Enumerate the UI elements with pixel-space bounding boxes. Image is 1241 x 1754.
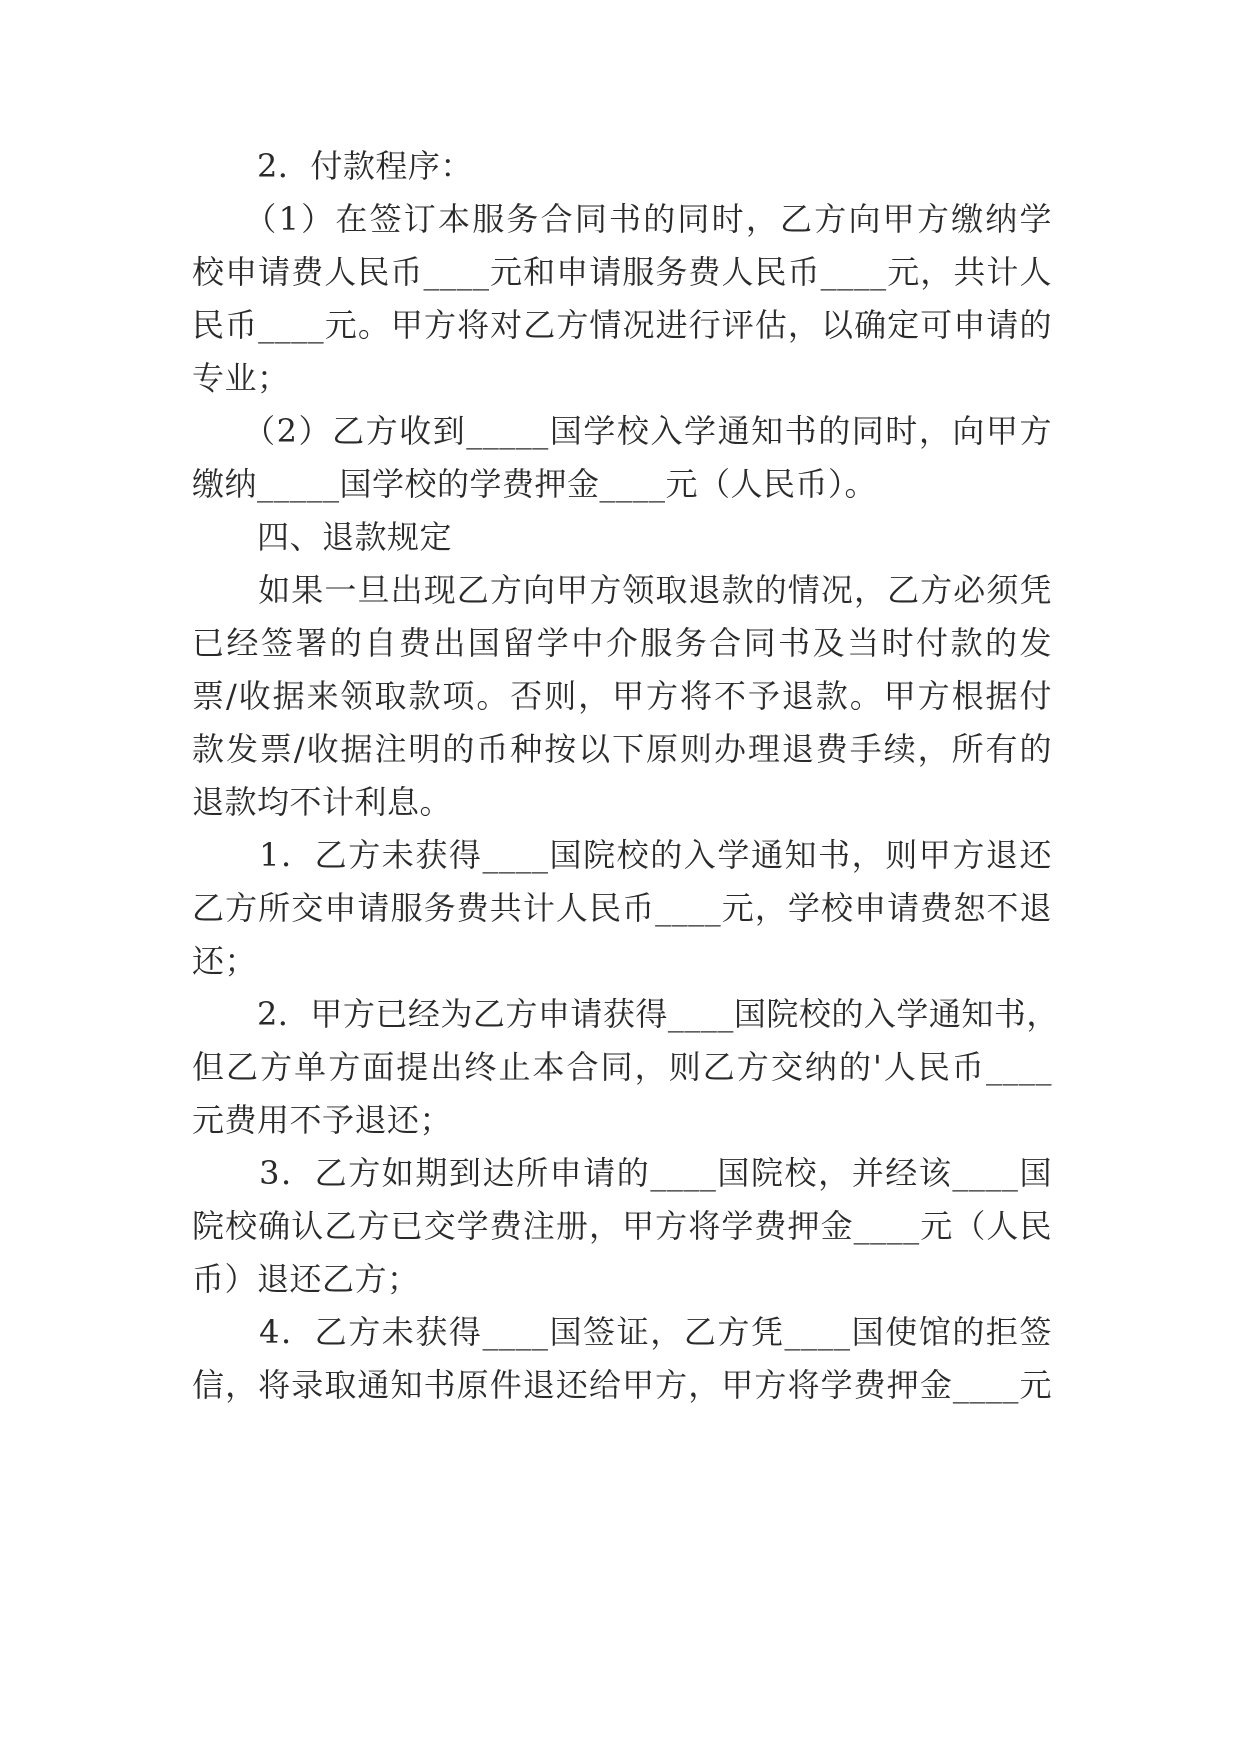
- text-line: 退款均不计利息。: [192, 783, 453, 821]
- text-line: 3．乙方如期到达所申请的____国院校，并经该____国: [192, 1154, 1052, 1192]
- text-line: 院校确认乙方已交学费注册，甲方将学费押金____元（人民: [192, 1207, 1052, 1245]
- text-line: 4．乙方未获得____国签证，乙方凭____国使馆的拒签: [192, 1313, 1052, 1351]
- text-line: 还；: [192, 942, 258, 980]
- text-line: （2）乙方收到_____国学校入学通知书的同时，向甲方: [192, 412, 1052, 450]
- text-line: 1．乙方未获得____国院校的入学通知书，则甲方退还: [192, 836, 1052, 874]
- text-line: 如果一旦出现乙方向甲方领取退款的情况，乙方必须凭: [192, 571, 1052, 609]
- text-line: 乙方所交申请服务费共计人民币____元，学校申请费恕不退: [192, 889, 1052, 927]
- text-line: 2．甲方已经为乙方申请获得____国院校的入学通知书，: [192, 995, 1059, 1033]
- text-line: 票/收据来领取款项。否则，甲方将不予退款。甲方根据付: [192, 677, 1052, 715]
- text-line: 民币____元。甲方将对乙方情况进行评估，以确定可申请的: [192, 306, 1052, 344]
- text-line: （1）在签订本服务合同书的同时，乙方向甲方缴纳学: [192, 200, 1052, 238]
- text-line: 专业；: [192, 359, 290, 397]
- text-line: 2．付款程序：: [192, 147, 473, 185]
- text-line: 但乙方单方面提出终止本合同，则乙方交纳的'人民币____: [192, 1048, 1052, 1086]
- text-line: 元费用不予退还；: [192, 1101, 453, 1139]
- text-line: 校申请费人民币____元和申请服务费人民币____元，共计人: [192, 253, 1052, 291]
- text-line: 币）退还乙方；: [192, 1260, 420, 1298]
- text-line: 款发票/收据注明的币种按以下原则办理退费手续，所有的: [192, 730, 1052, 768]
- section-heading: 四、退款规定: [192, 518, 453, 556]
- text-line: 已经签署的自费出国留学中介服务合同书及当时付款的发: [192, 624, 1052, 662]
- text-line: 缴纳_____国学校的学费押金____元（人民币）。: [192, 465, 878, 503]
- text-line: 信，将录取通知书原件退还给甲方，甲方将学费押金____元: [192, 1366, 1052, 1404]
